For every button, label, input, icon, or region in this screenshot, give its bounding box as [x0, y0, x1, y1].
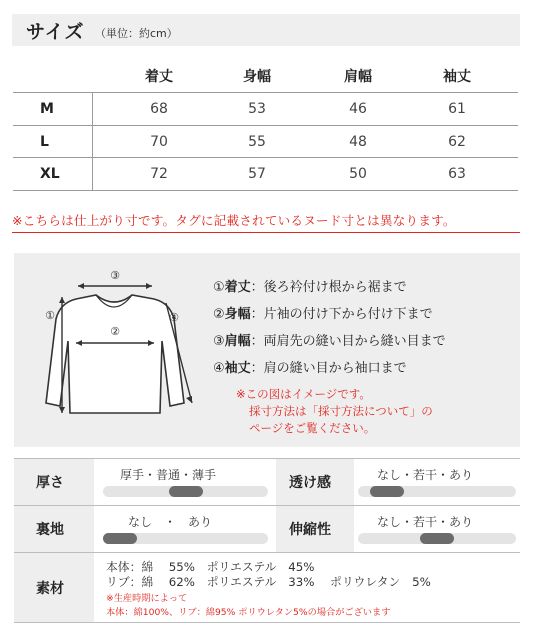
thickness-bar-fill [169, 486, 203, 497]
stretch-bar-fill [420, 533, 454, 544]
size-label: M [40, 101, 54, 117]
unit-label: （単位：約cm） [95, 27, 178, 40]
table-cell: 68 [150, 101, 168, 117]
table-cell: 62 [448, 134, 466, 150]
size-label: L [40, 134, 49, 150]
table-cell: 70 [150, 134, 168, 150]
table-cell: 61 [448, 101, 466, 117]
legend-term: 身幅 [224, 307, 251, 322]
table-cell: 57 [248, 166, 266, 182]
header-shoulder: 肩幅 [344, 69, 372, 85]
legend-number: ① [213, 280, 225, 295]
diagram-note: ページをご覧ください。 [249, 421, 376, 435]
legend-desc: ：両肩先の縫い目から縫い目まで [250, 334, 446, 349]
marker-4: ④ [169, 311, 179, 324]
shirt-outline [46, 295, 184, 413]
header-length: 着丈 [145, 69, 173, 85]
diagram-note: ※この図はイメージです。 [236, 387, 371, 401]
header-sleeve: 袖丈 [443, 69, 471, 85]
table-cell: 55 [248, 134, 266, 150]
sheerness-options: なし・若干・あり [377, 468, 474, 482]
sheerness-label: 透け感 [289, 475, 331, 491]
material-label: 素材 [36, 581, 64, 597]
size-note: ※こちらは仕上がり寸です。タグに記載されているヌード寸とは異なります。 [12, 213, 456, 228]
page-title: サイズ [26, 21, 85, 43]
lining-bar-fill [103, 533, 137, 544]
table-divider [92, 92, 93, 190]
material-line: リブ：綿 62% ポリエステル 33% ポリウレタン 5% [106, 575, 431, 589]
legend-desc: ：後ろ衿付け根から裾まで [250, 280, 407, 295]
material-note: ※生産時期によって [106, 593, 188, 604]
legend-desc: ：片袖の付け下から付け下まで [250, 307, 433, 322]
shirt-diagram [14, 253, 214, 447]
header-width: 身幅 [243, 69, 271, 85]
table-divider [13, 92, 518, 93]
legend-desc: ：肩の縫い目から袖口まで [250, 361, 407, 376]
legend-number: ② [213, 307, 225, 322]
legend-number: ④ [213, 361, 225, 376]
table-cell: 46 [349, 101, 367, 117]
thickness-options: 厚手・普通・薄手 [120, 468, 217, 482]
table-divider [13, 125, 518, 126]
marker-3: ③ [110, 269, 120, 282]
material-note: 本体：綿100%、リブ：綿95% ポリウレタン5%の場合がございます [106, 607, 391, 618]
thickness-label: 厚さ [36, 475, 64, 491]
title-bar [12, 14, 520, 46]
table-cell: 48 [349, 134, 367, 150]
material-line: 本体：綿 55% ポリエステル 45% [106, 560, 315, 574]
stretch-options: なし・若干・あり [377, 515, 474, 529]
stretch-label: 伸縮性 [289, 522, 331, 538]
legend-shoulder [213, 330, 446, 349]
legend-term: 着丈 [224, 280, 251, 295]
table-divider [13, 190, 518, 191]
size-label: XL [40, 166, 60, 182]
lining-label: 裏地 [36, 522, 64, 538]
legend-term: 袖丈 [224, 361, 251, 376]
attr-divider [14, 622, 520, 623]
marker-2: ② [110, 325, 120, 338]
legend-sleeve [213, 357, 407, 376]
sheerness-bar-fill [370, 486, 404, 497]
marker-1: ① [45, 309, 55, 322]
table-divider [13, 157, 518, 158]
note-underline [12, 232, 520, 233]
sleeve-arrowhead [186, 396, 192, 403]
legend-width [213, 303, 433, 322]
legend-number: ③ [213, 334, 225, 349]
table-cell: 72 [150, 166, 168, 182]
diagram-note: 採寸方法は「採寸方法について」の [249, 404, 433, 418]
table-cell: 63 [448, 166, 466, 182]
lining-options: なし ・ あり [128, 515, 213, 529]
table-cell: 50 [349, 166, 367, 182]
table-cell: 53 [248, 101, 266, 117]
legend-length [213, 276, 407, 295]
legend-term: 肩幅 [224, 334, 251, 349]
